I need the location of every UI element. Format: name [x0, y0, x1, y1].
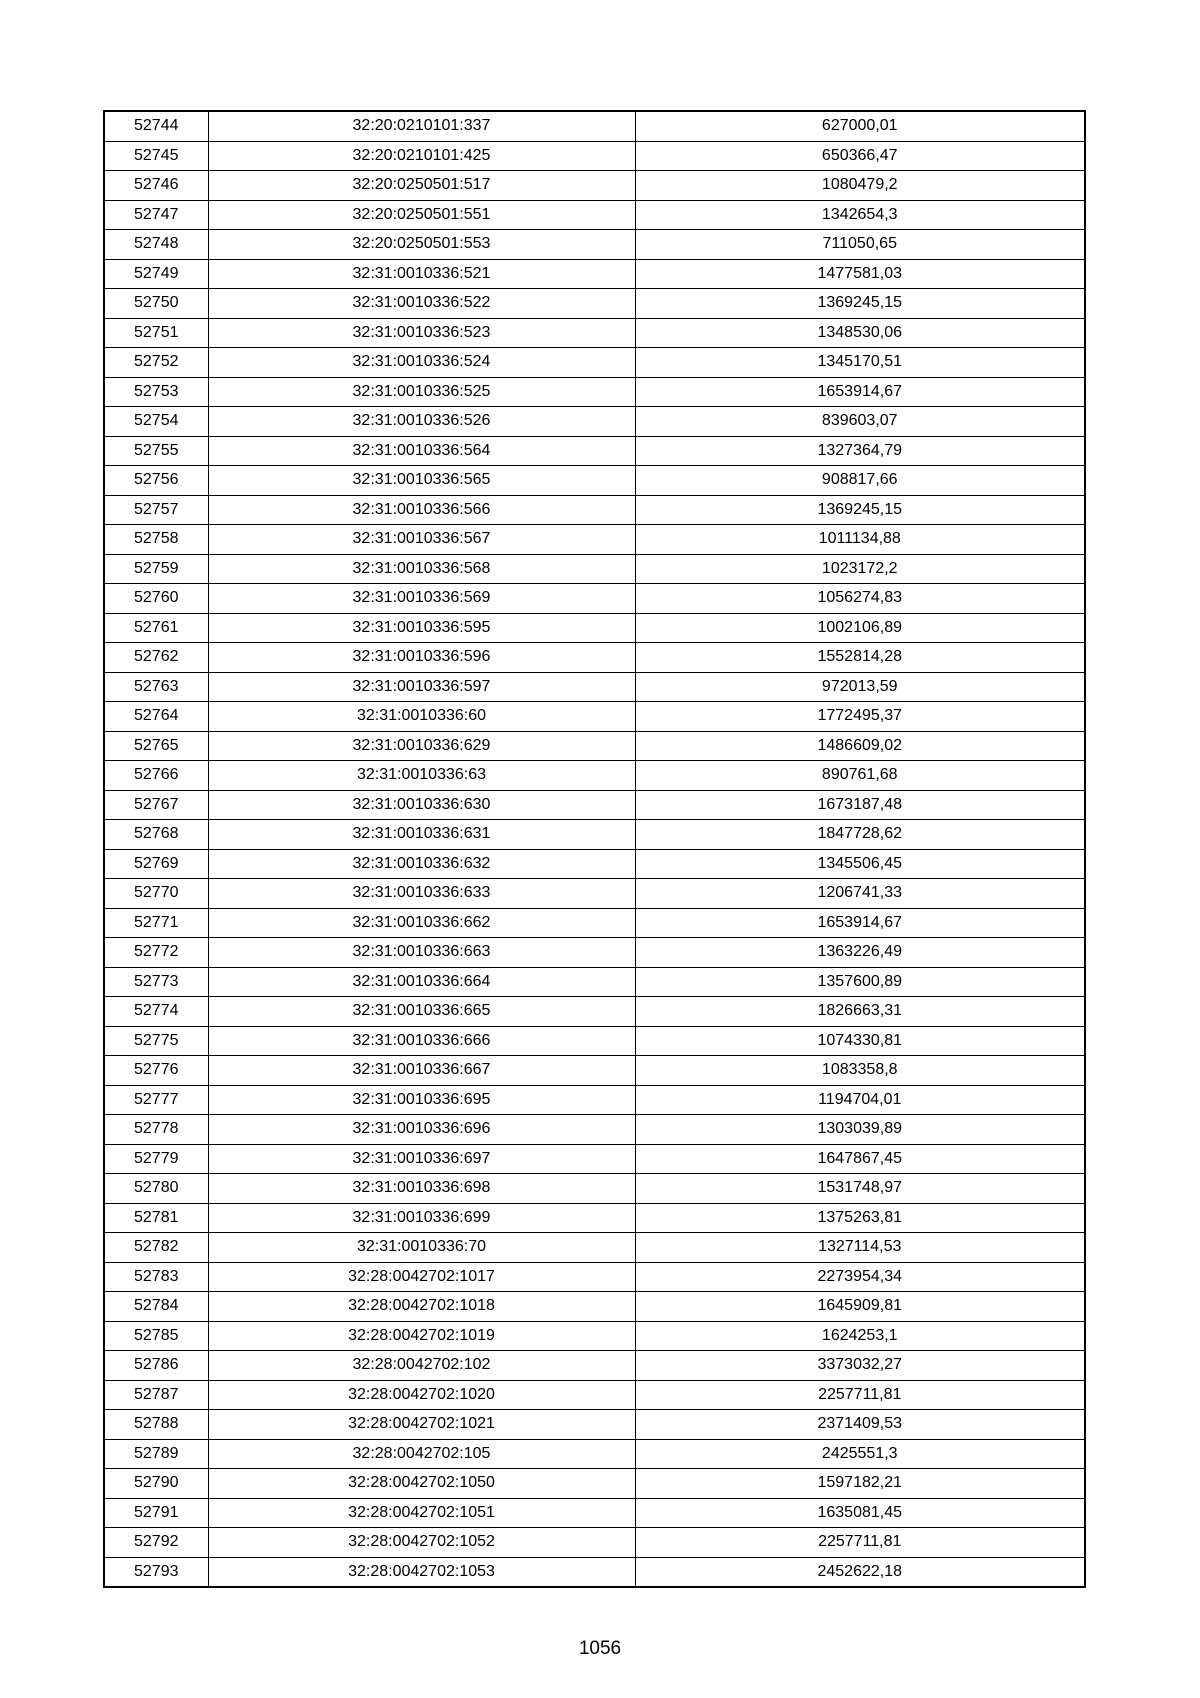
value-cell: 1080479,2	[635, 171, 1085, 201]
cadastral-number-cell: 32:31:0010336:631	[208, 820, 635, 850]
row-number-cell: 52759	[104, 554, 208, 584]
value-cell: 1345506,45	[635, 849, 1085, 879]
cadastral-number-cell: 32:31:0010336:697	[208, 1144, 635, 1174]
cadastral-number-cell: 32:31:0010336:567	[208, 525, 635, 555]
table-row	[104, 171, 1085, 201]
value-cell: 1011134,88	[635, 525, 1085, 555]
row-number-cell: 52772	[104, 938, 208, 968]
row-number-cell: 52765	[104, 731, 208, 761]
row-number-cell: 52790	[104, 1469, 208, 1499]
value-cell: 1597182,21	[635, 1469, 1085, 1499]
table-row	[104, 1439, 1085, 1469]
cadastral-number-cell: 32:31:0010336:565	[208, 466, 635, 496]
table-row	[104, 111, 1085, 141]
cadastral-number-cell: 32:31:0010336:568	[208, 554, 635, 584]
table-row	[104, 1026, 1085, 1056]
value-cell: 1673187,48	[635, 790, 1085, 820]
table-row	[104, 230, 1085, 260]
row-number-cell: 52750	[104, 289, 208, 319]
row-number-cell: 52774	[104, 997, 208, 1027]
row-number-cell: 52753	[104, 377, 208, 407]
cadastral-number-cell: 32:31:0010336:596	[208, 643, 635, 673]
cadastral-number-cell: 32:31:0010336:569	[208, 584, 635, 614]
value-cell: 1531748,97	[635, 1174, 1085, 1204]
table-row	[104, 731, 1085, 761]
table-row	[104, 200, 1085, 230]
cadastral-number-cell: 32:31:0010336:699	[208, 1203, 635, 1233]
row-number-cell: 52777	[104, 1085, 208, 1115]
row-number-cell: 52749	[104, 259, 208, 289]
value-cell: 890761,68	[635, 761, 1085, 791]
value-cell: 1477581,03	[635, 259, 1085, 289]
row-number-cell: 52760	[104, 584, 208, 614]
cadastral-number-cell: 32:31:0010336:524	[208, 348, 635, 378]
value-cell: 1653914,67	[635, 908, 1085, 938]
value-cell: 1635081,45	[635, 1498, 1085, 1528]
row-number-cell: 52752	[104, 348, 208, 378]
cadastral-number-cell: 32:31:0010336:595	[208, 613, 635, 643]
row-number-cell: 52751	[104, 318, 208, 348]
cadastral-number-cell: 32:31:0010336:523	[208, 318, 635, 348]
table-row	[104, 879, 1085, 909]
row-number-cell: 52762	[104, 643, 208, 673]
value-cell: 1194704,01	[635, 1085, 1085, 1115]
cadastral-number-cell: 32:28:0042702:1052	[208, 1528, 635, 1558]
cadastral-number-cell: 32:31:0010336:525	[208, 377, 635, 407]
row-number-cell: 52787	[104, 1380, 208, 1410]
cadastral-number-cell: 32:31:0010336:663	[208, 938, 635, 968]
value-cell: 2371409,53	[635, 1410, 1085, 1440]
cadastral-number-cell: 32:20:0250501:553	[208, 230, 635, 260]
cadastral-number-cell: 32:28:0042702:1020	[208, 1380, 635, 1410]
table-row	[104, 141, 1085, 171]
row-number-cell: 52771	[104, 908, 208, 938]
table-row	[104, 997, 1085, 1027]
value-cell: 627000,01	[635, 111, 1085, 141]
value-cell: 839603,07	[635, 407, 1085, 437]
value-cell: 2273954,34	[635, 1262, 1085, 1292]
table-row	[104, 436, 1085, 466]
row-number-cell: 52780	[104, 1174, 208, 1204]
table-row	[104, 318, 1085, 348]
table-body	[104, 111, 1085, 1587]
cadastral-number-cell: 32:31:0010336:696	[208, 1115, 635, 1145]
value-cell: 1348530,06	[635, 318, 1085, 348]
row-number-cell: 52766	[104, 761, 208, 791]
cadastral-number-cell: 32:20:0250501:517	[208, 171, 635, 201]
table-row	[104, 1351, 1085, 1381]
table-row	[104, 407, 1085, 437]
value-cell: 1624253,1	[635, 1321, 1085, 1351]
cadastral-number-cell: 32:20:0250501:551	[208, 200, 635, 230]
value-cell: 1303039,89	[635, 1115, 1085, 1145]
value-cell: 1486609,02	[635, 731, 1085, 761]
table-row	[104, 1056, 1085, 1086]
row-number-cell: 52767	[104, 790, 208, 820]
row-number-cell: 52755	[104, 436, 208, 466]
row-number-cell: 52773	[104, 967, 208, 997]
table-row	[104, 1410, 1085, 1440]
value-cell: 1357600,89	[635, 967, 1085, 997]
cadastral-number-cell: 32:28:0042702:1019	[208, 1321, 635, 1351]
table-row	[104, 466, 1085, 496]
cadastral-number-cell: 32:31:0010336:665	[208, 997, 635, 1027]
row-number-cell: 52744	[104, 111, 208, 141]
cadastral-number-cell: 32:31:0010336:60	[208, 702, 635, 732]
table-row	[104, 377, 1085, 407]
cadastral-number-cell: 32:31:0010336:629	[208, 731, 635, 761]
value-cell: 1345170,51	[635, 348, 1085, 378]
table-row	[104, 643, 1085, 673]
cadastral-number-cell: 32:28:0042702:1050	[208, 1469, 635, 1499]
table-row	[104, 1085, 1085, 1115]
value-cell: 1653914,67	[635, 377, 1085, 407]
row-number-cell: 52747	[104, 200, 208, 230]
table-row	[104, 1528, 1085, 1558]
cadastral-number-cell: 32:20:0210101:425	[208, 141, 635, 171]
row-number-cell: 52789	[104, 1439, 208, 1469]
table-row	[104, 1115, 1085, 1145]
cadastral-number-cell: 32:28:0042702:1018	[208, 1292, 635, 1322]
value-cell: 2425551,3	[635, 1439, 1085, 1469]
row-number-cell: 52754	[104, 407, 208, 437]
row-number-cell: 52793	[104, 1557, 208, 1587]
value-cell: 2257711,81	[635, 1380, 1085, 1410]
row-number-cell: 52781	[104, 1203, 208, 1233]
value-cell: 1847728,62	[635, 820, 1085, 850]
value-cell: 972013,59	[635, 672, 1085, 702]
row-number-cell: 52748	[104, 230, 208, 260]
cadastral-number-cell: 32:31:0010336:63	[208, 761, 635, 791]
table-row	[104, 1321, 1085, 1351]
cadastral-number-cell: 32:28:0042702:1051	[208, 1498, 635, 1528]
table-row	[104, 938, 1085, 968]
value-cell: 711050,65	[635, 230, 1085, 260]
table-row	[104, 348, 1085, 378]
cadastral-number-cell: 32:31:0010336:666	[208, 1026, 635, 1056]
value-cell: 2452622,18	[635, 1557, 1085, 1587]
row-number-cell: 52779	[104, 1144, 208, 1174]
table-row	[104, 1262, 1085, 1292]
table-row	[104, 908, 1085, 938]
row-number-cell: 52769	[104, 849, 208, 879]
value-cell: 1074330,81	[635, 1026, 1085, 1056]
table-row	[104, 1292, 1085, 1322]
row-number-cell: 52764	[104, 702, 208, 732]
value-cell: 1826663,31	[635, 997, 1085, 1027]
value-cell: 1327114,53	[635, 1233, 1085, 1263]
table-row	[104, 967, 1085, 997]
table-row	[104, 1469, 1085, 1499]
table-row	[104, 672, 1085, 702]
cadastral-number-cell: 32:31:0010336:526	[208, 407, 635, 437]
table-row	[104, 554, 1085, 584]
table-row	[104, 1174, 1085, 1204]
page-number: 1056	[578, 1638, 622, 1659]
cadastral-value-table	[103, 110, 1086, 1588]
table-row	[104, 1233, 1085, 1263]
value-cell: 1647867,45	[635, 1144, 1085, 1174]
table-row	[104, 790, 1085, 820]
table-row	[104, 584, 1085, 614]
table-row	[104, 495, 1085, 525]
row-number-cell: 52770	[104, 879, 208, 909]
value-cell: 1369245,15	[635, 289, 1085, 319]
row-number-cell: 52763	[104, 672, 208, 702]
cadastral-number-cell: 32:31:0010336:662	[208, 908, 635, 938]
row-number-cell: 52768	[104, 820, 208, 850]
cadastral-number-cell: 32:28:0042702:1021	[208, 1410, 635, 1440]
row-number-cell: 52778	[104, 1115, 208, 1145]
cadastral-number-cell: 32:28:0042702:102	[208, 1351, 635, 1381]
row-number-cell: 52786	[104, 1351, 208, 1381]
cadastral-number-cell: 32:31:0010336:667	[208, 1056, 635, 1086]
cadastral-number-cell: 32:28:0042702:1053	[208, 1557, 635, 1587]
cadastral-number-cell: 32:28:0042702:1017	[208, 1262, 635, 1292]
value-cell: 908817,66	[635, 466, 1085, 496]
value-cell: 1083358,8	[635, 1056, 1085, 1086]
row-number-cell: 52785	[104, 1321, 208, 1351]
cadastral-number-cell: 32:31:0010336:695	[208, 1085, 635, 1115]
table-row	[104, 613, 1085, 643]
value-cell: 1552814,28	[635, 643, 1085, 673]
table-row	[104, 761, 1085, 791]
cadastral-number-cell: 32:28:0042702:105	[208, 1439, 635, 1469]
value-cell: 1772495,37	[635, 702, 1085, 732]
cadastral-number-cell: 32:31:0010336:630	[208, 790, 635, 820]
cadastral-number-cell: 32:31:0010336:70	[208, 1233, 635, 1263]
row-number-cell: 52745	[104, 141, 208, 171]
row-number-cell: 52788	[104, 1410, 208, 1440]
table-row	[104, 259, 1085, 289]
value-cell: 2257711,81	[635, 1528, 1085, 1558]
table-row	[104, 1380, 1085, 1410]
row-number-cell: 52783	[104, 1262, 208, 1292]
value-cell: 1375263,81	[635, 1203, 1085, 1233]
value-cell: 1023172,2	[635, 554, 1085, 584]
cadastral-number-cell: 32:31:0010336:522	[208, 289, 635, 319]
table-row	[104, 702, 1085, 732]
value-cell: 1369245,15	[635, 495, 1085, 525]
table-row	[104, 1144, 1085, 1174]
value-cell: 3373032,27	[635, 1351, 1085, 1381]
value-cell: 650366,47	[635, 141, 1085, 171]
cadastral-number-cell: 32:31:0010336:521	[208, 259, 635, 289]
value-cell: 1363226,49	[635, 938, 1085, 968]
value-cell: 1206741,33	[635, 879, 1085, 909]
cadastral-number-cell: 32:31:0010336:664	[208, 967, 635, 997]
row-number-cell: 52776	[104, 1056, 208, 1086]
table-row	[104, 1203, 1085, 1233]
row-number-cell: 52784	[104, 1292, 208, 1322]
row-number-cell: 52761	[104, 613, 208, 643]
cadastral-number-cell: 32:31:0010336:632	[208, 849, 635, 879]
row-number-cell: 52756	[104, 466, 208, 496]
value-cell: 1327364,79	[635, 436, 1085, 466]
cadastral-number-cell: 32:31:0010336:597	[208, 672, 635, 702]
table-row	[104, 289, 1085, 319]
cadastral-number-cell: 32:31:0010336:566	[208, 495, 635, 525]
cadastral-number-cell: 32:31:0010336:633	[208, 879, 635, 909]
value-cell: 1002106,89	[635, 613, 1085, 643]
value-cell: 1342654,3	[635, 200, 1085, 230]
row-number-cell: 52775	[104, 1026, 208, 1056]
table-row	[104, 820, 1085, 850]
row-number-cell: 52792	[104, 1528, 208, 1558]
value-cell: 1645909,81	[635, 1292, 1085, 1322]
row-number-cell: 52791	[104, 1498, 208, 1528]
cadastral-number-cell: 32:20:0210101:337	[208, 111, 635, 141]
cadastral-number-cell: 32:31:0010336:698	[208, 1174, 635, 1204]
cadastral-number-cell: 32:31:0010336:564	[208, 436, 635, 466]
table-row	[104, 1498, 1085, 1528]
row-number-cell: 52782	[104, 1233, 208, 1263]
row-number-cell: 52757	[104, 495, 208, 525]
row-number-cell: 52758	[104, 525, 208, 555]
table-row	[104, 525, 1085, 555]
table-row	[104, 1557, 1085, 1587]
table-row	[104, 849, 1085, 879]
row-number-cell: 52746	[104, 171, 208, 201]
value-cell: 1056274,83	[635, 584, 1085, 614]
